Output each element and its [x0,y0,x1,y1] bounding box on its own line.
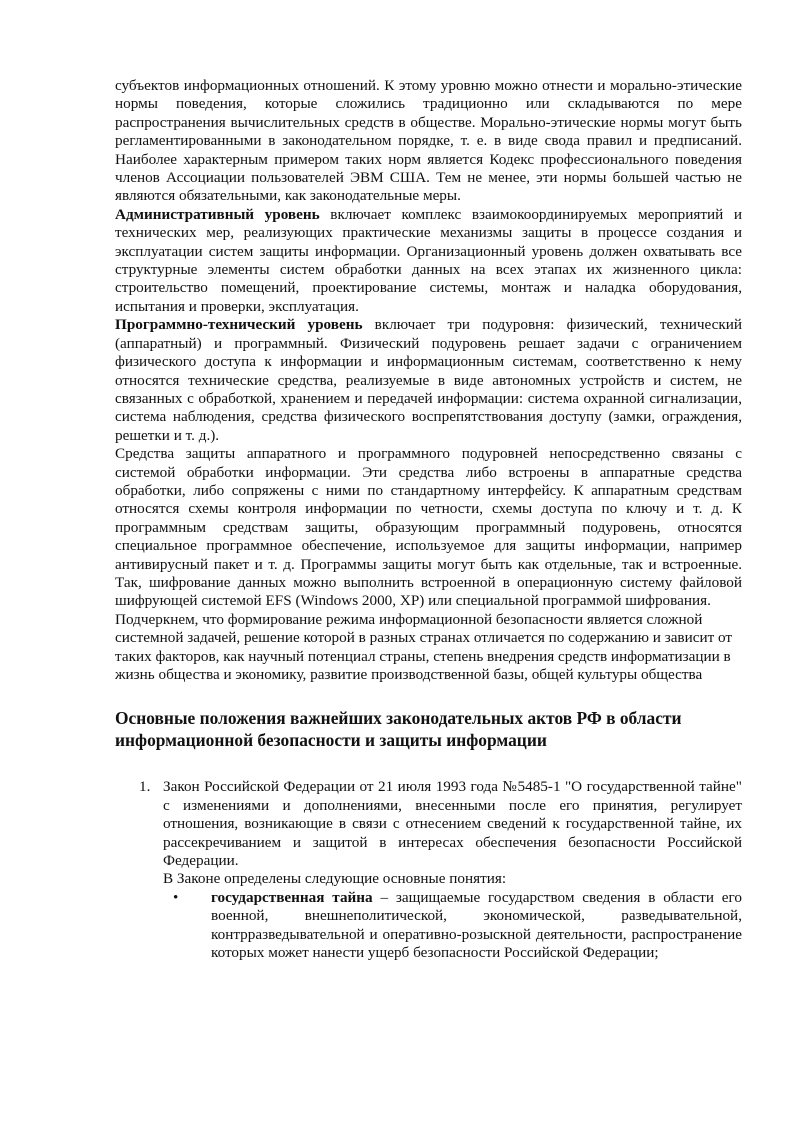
paragraph-text: субъектов информационных отношений. К этому уровню можно отнести и морально-этические нормы поведения, которые сложились традиционно или складываются по мере распространения вычислительных средств в обществе. Морально-этические нормы могут быть регламентированными в законодательном порядке, т. е. в виде свода правил и предписаний. Наиболее характерным примером таких норм является Кодекс профессионального поведения членов Ассоциации пользователей ЭВМ США. Тем не менее, эти нормы большей частью не являются обязательными, как законодательные меры. [115,77,742,205]
document-page [115,77,742,962]
paragraph-conclusion [115,611,742,685]
bullet-list [163,889,742,963]
paragraph-text: Подчеркнем, что формирование режима информационной безопасности является сложной системной задачей, решение которой в разных странах отличается по содержанию и зависит от таких факторов, как научный потенциал страны, степень внедрения средств информатизации в жизнь общества и экономику, развитие производственной базы, общей культуры общества [115,610,733,683]
list-item-intro: В Законе определены следующие основные понятия: [163,870,507,888]
section-heading: Основные положения важнейших законодательных актов РФ в области информационной безопасности и защиты информации [115,708,682,750]
term-administrative-level: Административный уровень [115,205,320,223]
paragraph-text: Средства защиты аппаратного и программного подуровней непосредственно связаны с системой обработки информации. Эти средства либо встроены в аппаратные средства обработки, либо сопряжены с ними по стандартному интерфейсу. К аппаратным средствам относятся схемы контроля информации по четности, схемы доступа по ключу и т. д. К программным средствам защиты, образующим программный подуровень, относятся специальное программное обеспечение, используемое для защиты информации, например антивирусный пакет и т. д. Программы защиты могут быть как отдельные, так и встроенные. Так, шифрование данных можно выполнить встроенной в операционную систему файловой шифрующей системой EFS (Windows 2000, XP) или специальной программой шифрования. [115,445,742,610]
paragraph-software-technical-level [115,316,742,445]
list-item-number: 1. [139,778,151,796]
numbered-list [115,778,742,962]
bullet-icon: • [173,888,179,906]
bullet-list-item [163,889,742,963]
paragraph-text: включает комплекс взаимокоординируемых мероприятий и технических мер, реализующих практические механизмы защиты в процессе создания и эксплуатации систем защиты информации. Организационный уровень должен охватывать все структурные элементы систем обработки данных на всех этапах их жизненного цикла: строительство помещений, проектирование системы, монтаж и наладка оборудования, испытания и проверки, эксплуатация. [115,205,742,315]
paragraph-administrative-level [115,206,742,316]
term-state-secret: государственная тайна [211,888,373,906]
term-software-technical-level: Программно-технический уровень [115,316,363,334]
list-item [115,778,742,962]
bullet-definition: – защищаемые государством сведения в области его военной, внешнеполитической, экономической, разведывательной, контрразведывательной и оперативно-розыскной деятельности, распространение которых может нанести ущерб безопасности Российской Федерации; [211,888,742,962]
paragraph-text: включает три подуровня: физический, технический (аппаратный) и программный. Физический подуровень решает задачи с ограничением физического доступа к информации и информационным системам, соответственно к нему относятся технические средства, реализуемые в виде автономных устройств и систем, не связанных с обработкой, хранением и передачей информации: система охранной сигнализации, система наблюдения, средства физического воспрепятствования доступу (замки, ограждения, решетки и т. д.). [115,316,743,444]
list-item-text: Закон Российской Федерации от 21 июля 1993 года №5485-1 "О государственной тайне" с изменениями и дополнениями, внесенными после его принятия, регулирует отношения, возникающие в связи с отнесением сведений к государственной тайне, их рассекречиванием и защитой в интересах обеспечения безопасности Российской Федерации. [163,778,742,870]
paragraph-hardware-software-means [115,445,742,611]
paragraph-moral-ethical-norms [115,77,742,206]
bullet-text [211,889,742,963]
